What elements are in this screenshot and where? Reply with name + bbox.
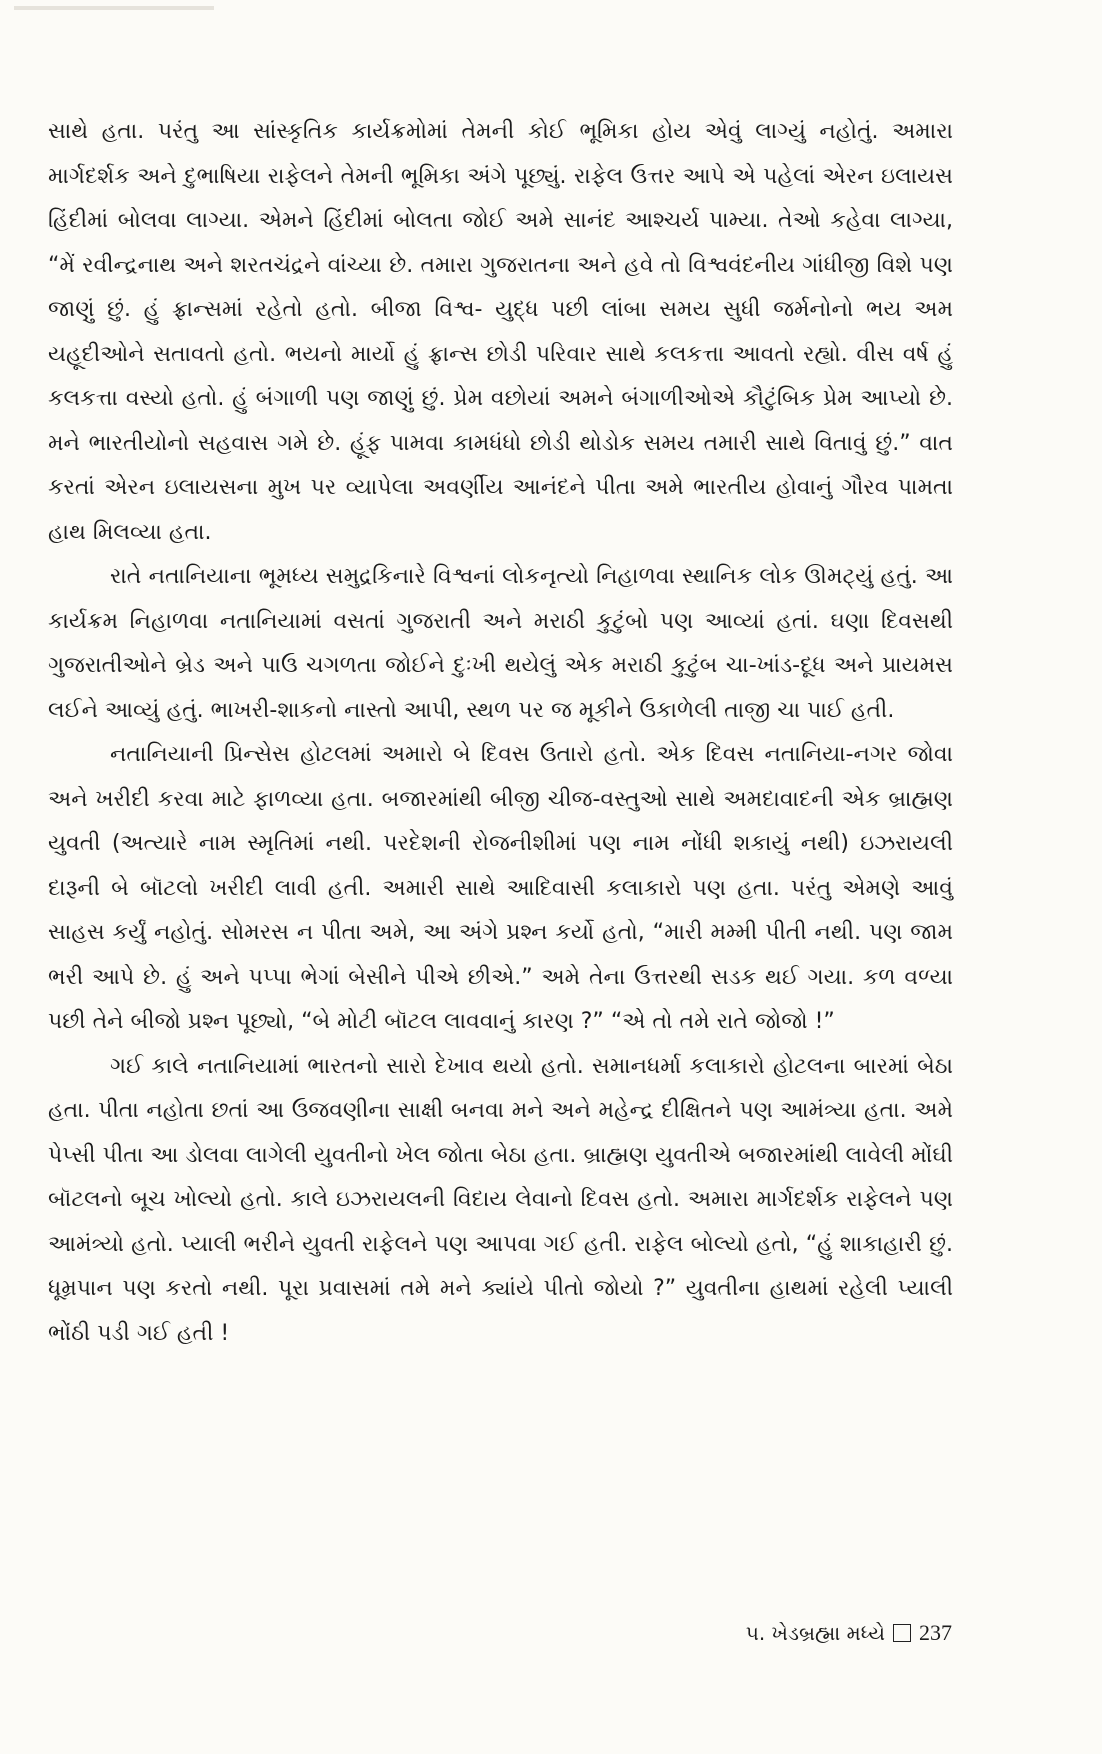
paragraph: સાથે હતા. પરંતુ આ સાંસ્કૃતિક કાર્યક્રમોમાં તેમની કોઈ ભૂમિકા હોય એવું લાગ્યું નહોતું. અમારા માર્ગદર્શક અને દુભાષિયા રાફેલને તેમની ભૂમિકા અંગે પૂછ્યું. રાફેલ ઉત્તર આપે એ પહેલાં એરન ઇલાયસ હિંદીમાં બોલવા લાગ્યા. એમને હિંદીમાં બોલતા જોઈ અમે સાનંદ આશ્ચર્ય પામ્યા. તેઓ કહેવા લાગ્યા, “મેં રવીન્દ્રનાથ અને શરતચંદ્રને વાંચ્યા છે. તમારા ગુજરાતના અને હવે તો વિશ્વવંદનીય ગાંધીજી વિશે પણ જાણું છું. હું ફ્રાન્સમાં રહેતો હતો. બીજા વિશ્વ- યુદ્ધ પછી લાંબા સમય સુધી જર્મનોનો ભય અમ યહૂદીઓને સતાવતો હતો. ભયનો માર્યો હું ફ્રાન્સ છોડી પરિવાર સાથે કલકત્તા આવતો રહ્યો. વીસ વર્ષ હું કલકત્તા વસ્યો હતો. હું બંગાળી પણ જાણું છું. પ્રેમ વછોયાં અમને બંગાળીઓએ કૌટુંબિક પ્રેમ આપ્યો છે. મને ભારતીયોનો સહવાસ ગમે છે. હૂંફ પામવા કામધંધો છોડી થોડોક સમય તમારી સાથે વિતાવું છું.” વાત કરતાં એરન ઇલાયસના મુખ પર વ્યાપેલા અવર્ણીય આનંદને પીતા અમે ભારતીય હોવાનું ગૌરવ પામતા હાથ મિલવ્યા હતા. bbox=[48, 119, 953, 545]
chapter-title: ૫. ખેડબ્રહ્મા મધ્યે bbox=[745, 1621, 885, 1645]
scan-edge-mark bbox=[14, 6, 214, 10]
paragraph: ગઈ કાલે નતાનિયામાં ભારતનો સારો દેખાવ થયો હતો. સમાનધર્મા કલાકારો હોટલના બારમાં બેઠા હતા. પીતા નહોતા છતાં આ ઉજવણીના સાક્ષી બનવા મને અને મહેન્દ્ર દીક્ષિતને પણ આમંત્ર્યા હતા. અમે પેપ્સી પીતા આ ડોલવા લાગેલી યુવતીનો ખેલ જોતા બેઠા હતા. બ્રાહ્મણ યુવતીએ બજારમાંથી લાવેલી મોંઘી બૉટલનો બૂચ ખોલ્યો હતો. કાલે ઇઝરાયલની વિદાય લેવાનો દિવસ હતો. અમારા માર્ગદર્શક રાફેલને પણ આમંત્ર્યો હતો. પ્યાલી ભરીને યુવતી રાફેલને પણ આપવા ગઈ હતી. રાફેલ બોલ્યો હતો, “હું શાકાહારી છું. ધૂમ્રપાન પણ કરતો નથી. પૂરા પ્રવાસમાં તમે મને ક્યાંયે પીતો જોયો ?” યુવતીના હાથમાં રહેલી પ્યાલી ભોંઠી પડી ગઈ હતી ! bbox=[48, 1053, 953, 1346]
page-number: 237 bbox=[919, 1620, 952, 1645]
paragraph: નતાનિયાની પ્રિન્સેસ હોટલમાં અમારો બે દિવસ ઉતારો હતો. એક દિવસ નતાનિયા-નગર જોવા અને ખરીદી કરવા માટે ફાળવ્યા હતા. બજારમાંથી બીજી ચીજ-વસ્તુઓ સાથે અમદાવાદની એક બ્રાહ્મણ યુવતી (અત્યારે નામ સ્મૃતિમાં નથી. પરદેશની રોજનીશીમાં પણ નામ નોંધી શકાયું નથી) ઇઝરાયલી દારૂની બે બૉટલો ખરીદી લાવી હતી. અમારી સાથે આદિવાસી કલાકારો પણ હતા. પરંતુ એમણે આવું સાહસ કર્યું નહોતું. સોમરસ ન પીતા અમે, આ અંગે પ્રશ્ન કર્યો હતો, “મારી મમ્મી પીતી નથી. પણ જામ ભરી આપે છે. હું અને પપ્પા ભેગાં બેસીને પીએ છીએ.” અમે તેના ઉત્તરથી સડક થઈ ગયા. કળ વળ્યા પછી તેને બીજો પ્રશ્ન પૂછ્યો, “બે મોટી બૉટલ લાવવાનું કારણ ?” “એ તો તમે રાતે જોજો !” bbox=[48, 742, 953, 1034]
page-footer bbox=[746, 1618, 952, 1648]
box-icon bbox=[893, 1624, 911, 1642]
body-text bbox=[48, 110, 953, 1356]
paragraph: રાતે નતાનિયાના ભૂમધ્ય સમુદ્રકિનારે વિશ્વનાં લોકનૃત્યો નિહાળવા સ્થાનિક લોક ઊમટ્યું હતું. આ કાર્યક્રમ નિહાળવા નતાનિયામાં વસતાં ગુજરાતી અને મરાઠી કુટુંબો પણ આવ્યાં હતાં. ઘણા દિવસથી ગુજરાતીઓને બ્રેડ અને પાઉ ચગળતા જોઈને દુઃખી થયેલું એક મરાઠી કુટુંબ ચા-ખાંડ-દૂધ અને પ્રાયમસ લઈને આવ્યું હતું. ભાખરી-શાકનો નાસ્તો આપી, સ્થળ પર જ મૂકીને ઉકાળેલી તાજી ચા પાઈ હતી. bbox=[48, 564, 953, 723]
